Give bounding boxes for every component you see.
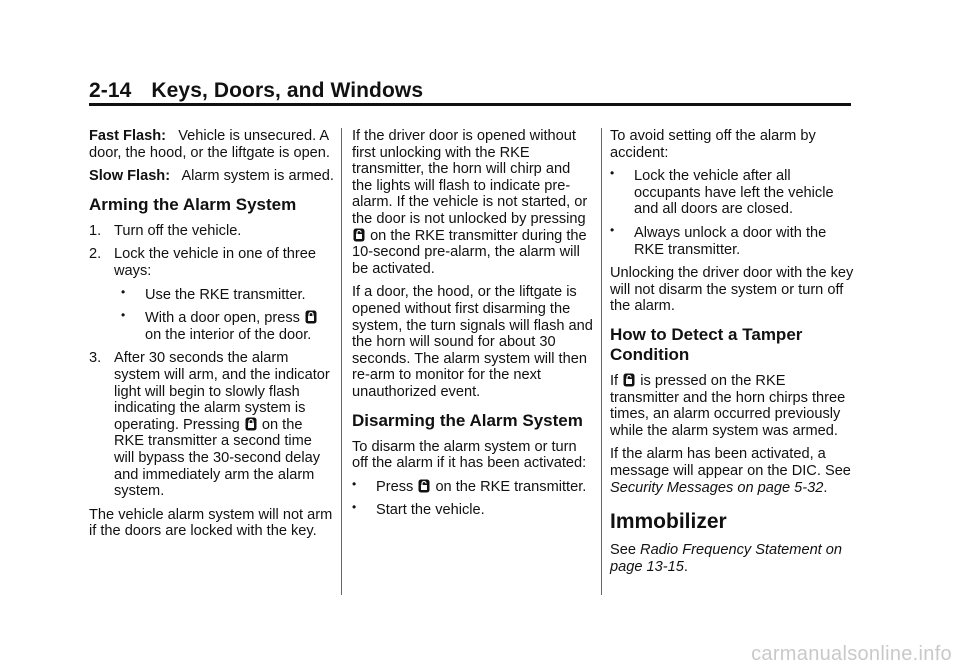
para-text: is pressed on the RKE transmitter and the horn chirps three times, an alarm occurred previously while the alarm system was armed. (610, 372, 846, 439)
step-3 (89, 350, 334, 499)
bullet-dot: • (121, 284, 126, 299)
para-text: If (610, 372, 619, 389)
bullet-text: Always unlock a door with the RKE transmitter. (634, 224, 827, 258)
rearm-para: If a door, the hood, or the liftgate is opened without first disarming the system, the turn signals will flash and the horn will sound for about 30 seconds. The alarm system will then re-arm to monitor for the next unauthorized event. (352, 284, 593, 400)
page-header (89, 79, 423, 103)
para-text: See (610, 542, 636, 559)
disarm-intro: To disarm the alarm system or turn off the alarm if it has been activated: (352, 438, 587, 472)
column-2 (352, 128, 594, 526)
step-number: 3. (89, 350, 102, 367)
step-text: on the RKE transmitter a second time will bypass the 30-second delay and immediately arm the alarm system. (114, 416, 321, 500)
bullet-text: Lock the vehicle after all occupants have left the vehicle and all doors are closed. (634, 168, 834, 218)
column-3 (610, 128, 855, 582)
para-text: . (683, 558, 688, 575)
list-item (121, 310, 334, 343)
fast-flash-label: Fast Flash: (89, 128, 167, 144)
column-divider (341, 128, 342, 595)
unlock-icon (353, 228, 365, 242)
key-unlock-para: Unlocking the driver door with the key will not disarm the system or turn off the alarm. (610, 265, 854, 315)
step-1 (89, 223, 334, 240)
step-text: Lock the vehicle in one of three ways: (114, 246, 317, 279)
bullet-dot: • (121, 308, 126, 323)
dic-para (610, 446, 855, 496)
watermark: carmanualsonline.info (751, 643, 952, 665)
slow-flash-para (89, 168, 334, 185)
section-title: Keys, Doors, and Windows (151, 79, 424, 102)
column-divider (601, 128, 602, 595)
para-text: If the alarm has been activated, a message will appear on the DIC. See (610, 446, 851, 479)
step-text: After 30 seconds the alarm system will arm, and the indicator light will begin to slowly flash indicating the alarm system is operating. Pressing (114, 350, 330, 433)
radio-frequency-link[interactable]: Radio Frequency Statement on page 13-15 (610, 542, 843, 575)
disarming-heading: Disarming the Alarm System (352, 410, 583, 430)
bullet-text: With a door open, press (145, 310, 300, 327)
bullet-dot: • (610, 166, 615, 181)
tamper-heading: How to Detect a Tamper Condition (610, 324, 803, 364)
unlock-icon (418, 479, 430, 493)
prealarm-para (352, 128, 594, 277)
list-item (610, 168, 855, 218)
unlock-icon (623, 373, 635, 387)
list-item (352, 502, 594, 519)
bullet-text: Use the RKE transmitter. (145, 286, 306, 303)
bullet-text: on the interior of the door. (145, 326, 312, 343)
tamper-para (610, 373, 855, 439)
bullet-text: Press (376, 478, 414, 495)
page-number: 2-14 (89, 79, 132, 102)
para-text: on the RKE transmitter during the 10-second pre-alarm, the alarm will be activated. (352, 227, 587, 277)
bullet-text: on the RKE transmitter. (435, 478, 587, 495)
step-number: 2. (89, 246, 102, 263)
header-rule (89, 103, 851, 106)
bullet-dot: • (352, 500, 357, 515)
step-text: Turn off the vehicle. (114, 222, 242, 239)
para-text: If the driver door is opened without first unlocking with the RKE transmitter, the horn will chirp and the lights will flash to indicate pre-alarm. If the vehicle is not started, or the door is not unlocked by pressing (352, 128, 588, 227)
immobilizer-heading: Immobilizer (610, 510, 727, 534)
step-2 (89, 246, 334, 279)
fast-flash-text: Vehicle is unsecured. A door, the hood, or the liftgate is open. (89, 128, 330, 161)
para-text: . (823, 479, 828, 496)
security-messages-link[interactable]: Security Messages on page 5-32 (610, 479, 824, 496)
slow-flash-text: Alarm system is armed. (181, 168, 334, 185)
bullet-text: Start the vehicle. (376, 502, 485, 519)
fast-flash-para (89, 128, 334, 161)
immobilizer-para (610, 542, 855, 575)
lock-icon (245, 417, 257, 431)
avoid-intro: To avoid setting off the alarm by accident: (610, 128, 816, 161)
list-item (121, 284, 334, 304)
slow-flash-label: Slow Flash: (89, 168, 171, 185)
step-number: 1. (89, 222, 102, 239)
closing-para: The vehicle alarm system will not arm if the doors are locked with the key. (89, 506, 333, 540)
lock-icon (305, 310, 317, 324)
bullet-dot: • (610, 222, 615, 237)
bullet-dot: • (352, 476, 357, 491)
list-item (352, 476, 594, 496)
list-item (610, 222, 855, 258)
arming-heading: Arming the Alarm System (89, 194, 297, 214)
column-1 (89, 128, 334, 547)
